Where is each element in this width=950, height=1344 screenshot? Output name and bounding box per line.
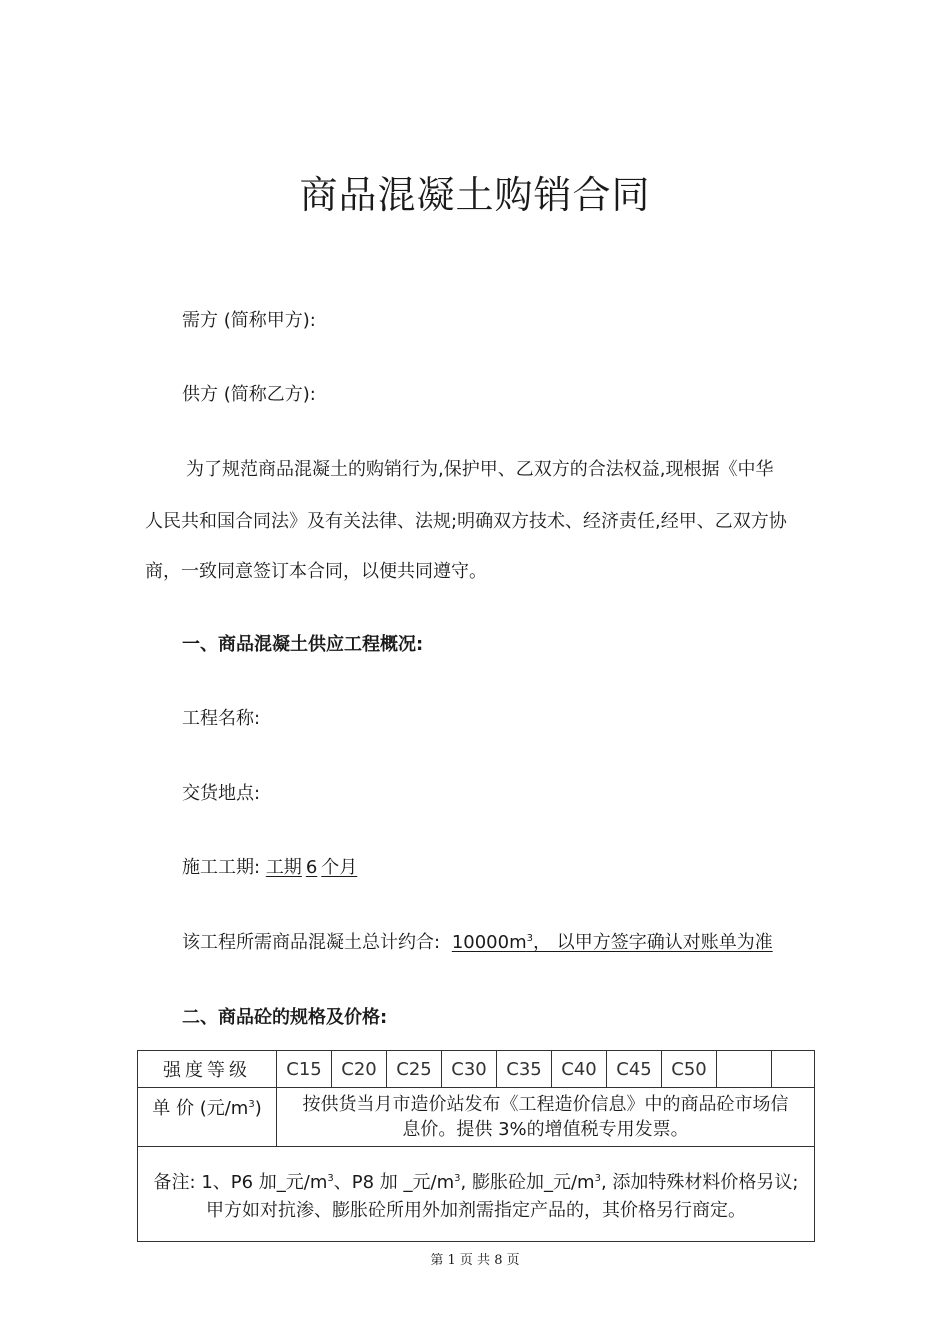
construction-period-value: 工期 6 个月 [265,857,358,878]
grade-cell: C50 [662,1051,717,1088]
note-line-1: 备注: 1、P6 加_元$/m^3$、P8 加 _元$/m^3$, 膨胀砼加_元$/m^3$, 添加特殊材料价格另议; [153,1172,799,1193]
delivery-location-label: 交货地点: [182,783,261,804]
total-volume-value: $10000m^3$， 以甲方签字确认对账单为准 [451,932,773,953]
construction-period-row [182,857,357,879]
price-description-line-2: 息价。提供 3%的增值税专用发票。 [402,1119,689,1140]
note-cell [138,1147,815,1242]
grade-row [138,1051,815,1088]
construction-period-label: 施工工期: [182,857,261,878]
grade-cell: C30 [442,1051,497,1088]
total-volume-label: 该工程所需商品混凝土总计约合: [182,932,441,953]
price-description-cell [277,1088,815,1147]
note-line-2: 甲方如对抗渗、膨胀砼所用外加剂需指定产品的，其价格另行商定。 [206,1200,746,1221]
section-2-heading: 二、商品砼的规格及价格: [182,1007,388,1028]
grade-cell: C20 [332,1051,387,1088]
grade-cell [772,1051,815,1088]
seller-label: 供方 (简称乙方): [182,384,316,405]
document-title: 商品混凝土购销合同 [299,173,651,217]
grade-cell: C15 [277,1051,332,1088]
spec-price-table [137,1050,815,1242]
total-volume-row [182,932,773,954]
intro-line-3: 商，一致同意签订本合同，以便共同遵守。 [145,561,487,582]
grade-cell: C35 [497,1051,552,1088]
note-row [138,1147,815,1242]
price-row [138,1088,815,1147]
project-name-label: 工程名称: [182,708,261,729]
grade-cell: C40 [552,1051,607,1088]
grade-cell [717,1051,772,1088]
grade-label-cell: 强度等级 [138,1051,277,1088]
intro-line-1: 为了规范商品混凝土的购销行为,保护甲、乙双方的合法权益,现根据《中华 [186,459,774,480]
grade-cell: C45 [607,1051,662,1088]
price-description-line-1: 按供货当月市造价站发布《工程造价信息》中的商品砼市场信 [302,1094,789,1115]
buyer-label: 需方 (简称甲方): [182,310,316,331]
section-1-heading: 一、商品混凝土供应工程概况: [182,634,424,655]
intro-line-2: 人民共和国合同法》及有关法律、法规;明确双方技术、经济责任,经甲、乙双方协 [145,511,787,532]
page-footer: 第 1 页 共 8 页 [430,1253,520,1268]
price-label-cell: 单 价 (元$/m^3$) [138,1088,277,1147]
grade-cell: C25 [387,1051,442,1088]
